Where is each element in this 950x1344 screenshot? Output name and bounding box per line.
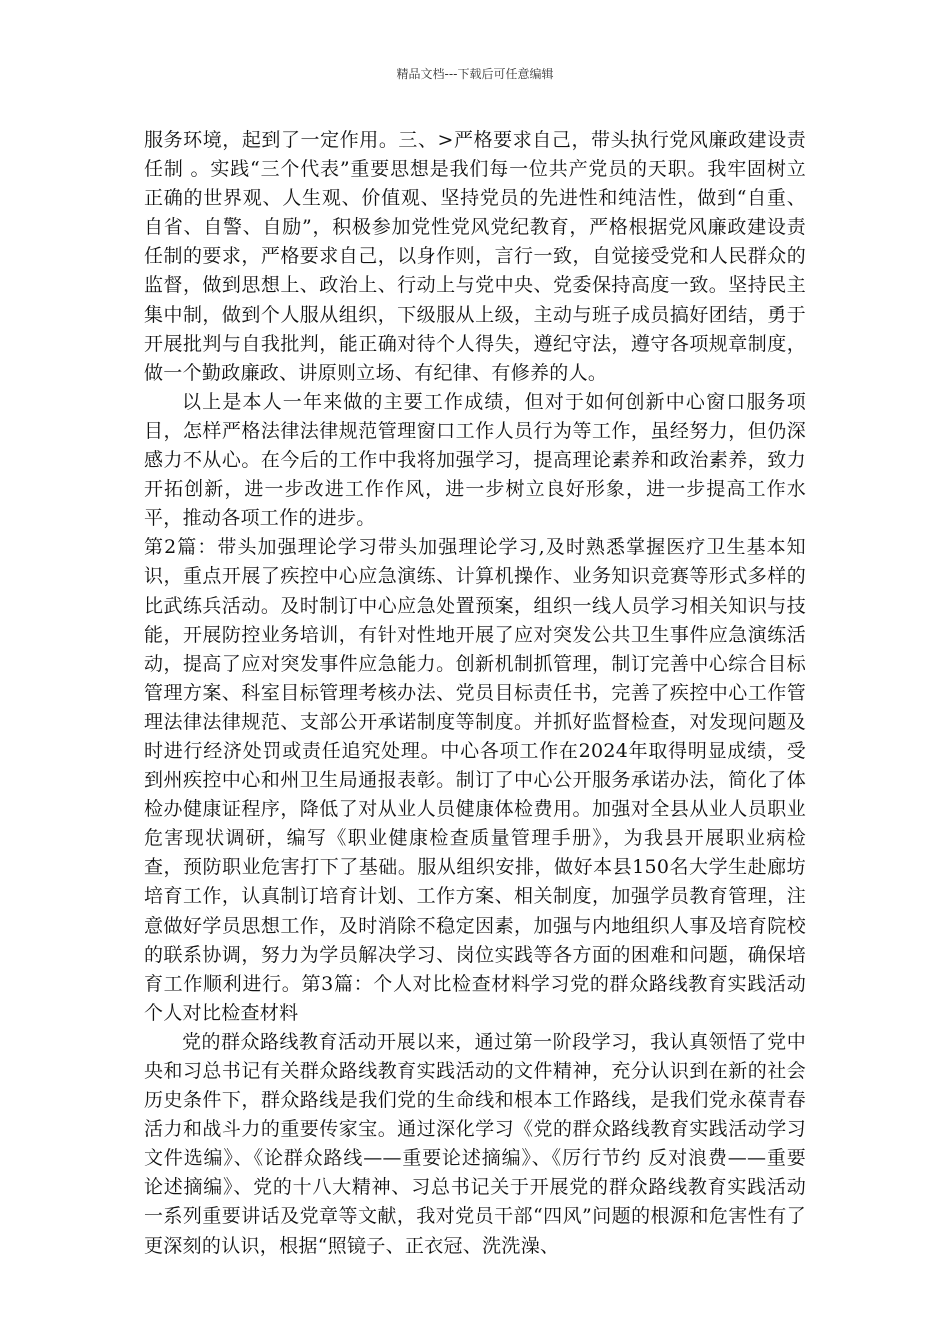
paragraph-summary: 以上是本人一年来做的主要工作成绩，但对于如何创新中心窗口服务项目，怎样严格法律法律规范管理窗口工作人员行为等工作，虽经努力，但仍深感力不从心。在今后的工作中我将加强学习，提高理论素养和政治素养，致力开拓创新，进一步改进工作作风，进一步树立良好形象，进一步提高工作水平，推动各项工作的进步。 [144, 390, 806, 530]
paragraph-party-discipline: 服务环境，起到了一定作用。三、>严格要求自己，带头执行党风廉政建设责任制 。实践“三个代表”重要思想是我们每一位共产党员的天职。我牢固树立正确的世界观、人生观、价值观、坚持党员的先进性和纯洁性，做到“自重、自省、自警、自励”，积极参加党性党风党纪教育，严格根据党风廉政建设责任制的要求，严格要求自己，以身作则，言行一致，自觉接受党和人民群众的监督，做到思想上、政治上、行动上与党中央、党委保持高度一致。坚持民主集中制，做到个人服从组织，下级服从上级，主动与班子成员搞好团结，勇于开展批判与自我批判，能正确对待个人得失，遵纪守法，遵守各项规章制度，做一个勤政廉政、讲原则立场、有纪律、有修养的人。 [144, 129, 806, 384]
paragraph-article-2: 第2篇：带头加强理论学习带头加强理论学习,及时熟悉掌握医疗卫生基本知识，重点开展了疾控中心应急演练、计算机操作、业务知识竞赛等形式多样的比武练兵活动。及时制订中心应急处置预案，组织一线人员学习相关知识与技能，开展防控业务培训，有针对性地开展了应对突发公共卫生事件应急演练活动，提高了应对突发事件应急能力。创新机制抓管理，制订完善中心综合目标管理方案、科室目标管理考核办法、党员目标责任书，完善了疾控中心工作管理法律法律规范、支部公开承诺制度等制度。并抓好监督检查，对发现问题及时进行经济处罚或责任追究处理。中心各项工作在2024年取得明显成绩，受到州疾控中心和州卫生局通报表彰。制订了中心公开服务承诺办法，简化了体检办健康证程序，降低了对从业人员健康体检费用。加强对全县从业人员职业危害现状调研，编写《职业健康检查质量管理手册》，为我县开展职业病检查，预防职业危害打下了基础。服从组织安排，做好本县150名大学生赴廊坊培育工作，认真制订培育计划、工作方案、相关制度，加强学员教育管理，注意做好学员思想工作，及时消除不稳定因素，加强与内地组织人事及培育院校的联系协调，努力为学员解决学习、岗位实践等各方面的困难和问题，确保培育工作顺利进行。第3篇：个人对比检查材料学习党的群众路线教育实践活动个人对比检查材料 [144, 536, 806, 1024]
page-header: 精品文档---下载后可任意编辑 [396, 67, 554, 81]
paragraph-mass-line: 党的群众路线教育活动开展以来，通过第一阶段学习，我认真领悟了党中央和习总书记有关群众路线教育实践活动的文件精神，充分认识到在新的社会历史条件下，群众路线是我们党的生命线和根本工作路线，是我们党永葆青春活力和战斗力的重要传家宝。通过深化学习《党的群众路线教育实践活动学习文件选编》、《论群众路线——重要论述摘编》、《厉行节约 反对浪费——重要论述摘编》、党的十八大精神、习总书记关于开展党的群众路线教育实践活动一系列重要讲话及党章等文献，我对党员干部“四风”问题的根源和危害性有了更深刻的认识，根据“照镜子、正衣冠、洗洗澡、 [144, 1030, 806, 1257]
document-body [144, 126, 806, 1261]
